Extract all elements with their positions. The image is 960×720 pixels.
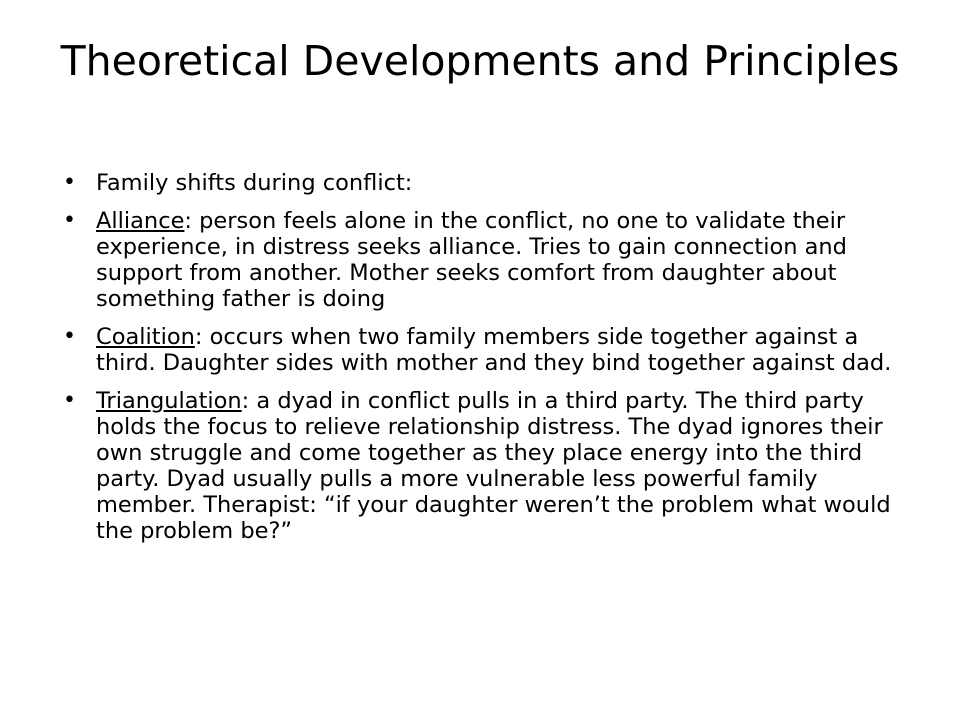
bullet-term: Alliance — [96, 208, 185, 234]
slide-title: Theoretical Developments and Principles — [60, 37, 900, 85]
bullet-text: Family shifts during conflict: — [96, 170, 413, 196]
bullet-item — [60, 208, 900, 312]
bullet-text: : a dyad in conflict pulls in a third party. The third party holds the focus to relieve relationship distress. The dyad ignores their own struggle and come together as they place energy into the third party. Dyad usually pulls a more vulnerable less powerful family member. Therapist: “if your daughter weren’t the problem what would the problem be?” — [96, 388, 891, 544]
bullet-item — [60, 388, 900, 544]
bullet-term: Triangulation — [96, 388, 242, 414]
bullet-dot-icon: • — [63, 388, 76, 413]
bullet-text: : occurs when two family members side together against a third. Daughter sides with mother and they bind together against dad. — [96, 324, 892, 376]
bullet-item — [60, 324, 900, 376]
bullet-list — [60, 170, 900, 556]
bullet-dot-icon: • — [63, 324, 76, 349]
bullet-item — [60, 170, 900, 196]
bullet-dot-icon: • — [63, 170, 76, 195]
bullet-dot-icon: • — [63, 208, 76, 233]
bullet-term: Coalition — [96, 324, 195, 350]
bullet-text: : person feels alone in the conflict, no one to validate their experience, in distress seeks alliance. Tries to gain connection and support from another. Mother seeks comfort from daughter about something father is doing — [96, 208, 847, 312]
